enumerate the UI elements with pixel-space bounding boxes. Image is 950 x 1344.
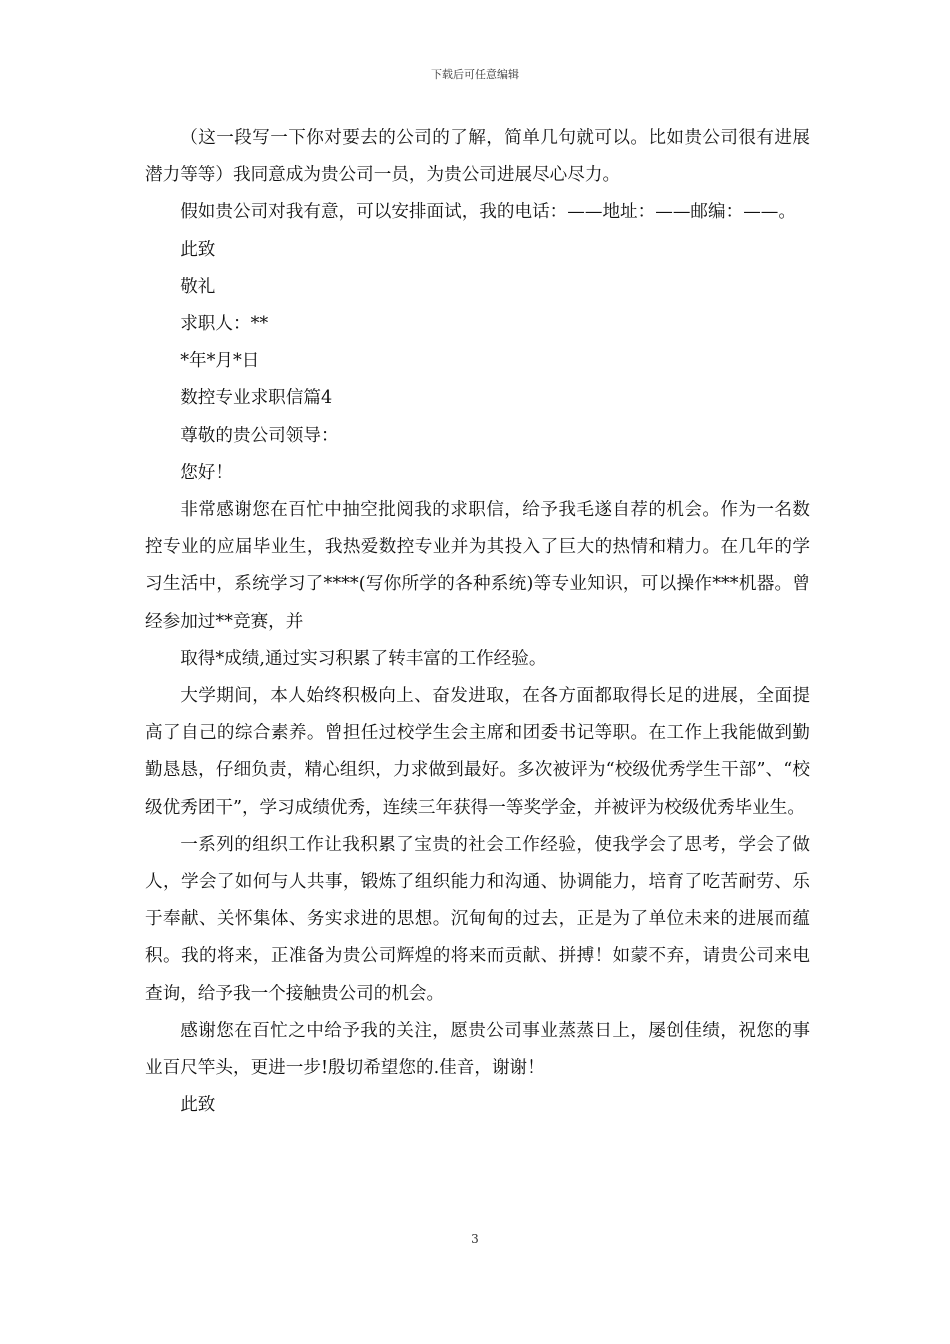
letter-date: *年*月*日 xyxy=(180,351,260,372)
document-body xyxy=(145,120,810,1124)
paragraph-university: 大学期间，本人始终积极向上、奋发进取，在各方面都取得长足的进展，全面提高了自己的综合素养。曾担任过校学生会主席和团委书记等职。在工作上我能做到勤勤恳恳，仔细负责，精心组织，力求做到最好。多次被评为“校级优秀学生干部”、“校级优秀团干”，学习成绩优秀，连续三年获得一等奖学金，并被评为校级优秀毕业生。 xyxy=(145,686,810,818)
paragraph-introduction: 非常感谢您在百忙中抽空批阅我的求职信，给予我毛遂自荐的机会。作为一名数控专业的应届毕业生，我热爱数控专业并为其投入了巨大的热情和精力。在几年的学习生活中，系统学习了****(写你所学的各种系统)等专业知识，可以操作***机器。曾经参加过**竞赛，并 xyxy=(145,500,810,632)
closing-cizhi-2: 此致 xyxy=(180,1095,216,1116)
applicant-signature: 求职人：** xyxy=(180,314,269,335)
greeting: 您好！ xyxy=(180,462,233,483)
paragraph-contact-info: 假如贵公司对我有意，可以安排面试，我的电话：——地址：——邮编：——。 xyxy=(180,202,796,223)
page-number: 3 xyxy=(471,1232,479,1246)
paragraph-experience: 一系列的组织工作让我积累了宝贵的社会工作经验，使我学会了思考，学会了做人，学会了如何与人共事，锻炼了组织能力和沟通、协调能力，培育了吃苦耐劳、乐于奉献、关怀集体、务实求进的思想。沉甸甸的过去，正是为了单位未来的进展而蕴积。我的将来，正准备为贵公司辉煌的将来而贡献、拼搏！如蒙不弃，请贵公司来电查询，给予我一个接触贵公司的机会。 xyxy=(145,834,810,1004)
paragraph-achievement: 取得*成绩,通过实习积累了转丰富的工作经验。 xyxy=(180,648,547,669)
closing-cizhi: 此致 xyxy=(180,239,216,260)
section-title: 数控专业求职信篇4 xyxy=(180,388,333,409)
salutation: 尊敬的贵公司领导： xyxy=(180,425,339,446)
paragraph-company-understanding: （这一段写一下你对要去的公司的了解，简单几句就可以。比如贵公司很有进展潜力等等）我同意成为贵公司一员，为贵公司进展尽心尽力。 xyxy=(145,128,810,186)
page-header: 下载后可任意编辑 xyxy=(431,68,519,81)
paragraph-thanks: 感谢您在百忙之中给予我的关注，愿贵公司事业蒸蒸日上，屡创佳绩，祝您的事业百尺竿头，更进一步!殷切希望您的.佳音，谢谢！ xyxy=(145,1020,810,1079)
closing-jingli: 敬礼 xyxy=(180,276,216,297)
